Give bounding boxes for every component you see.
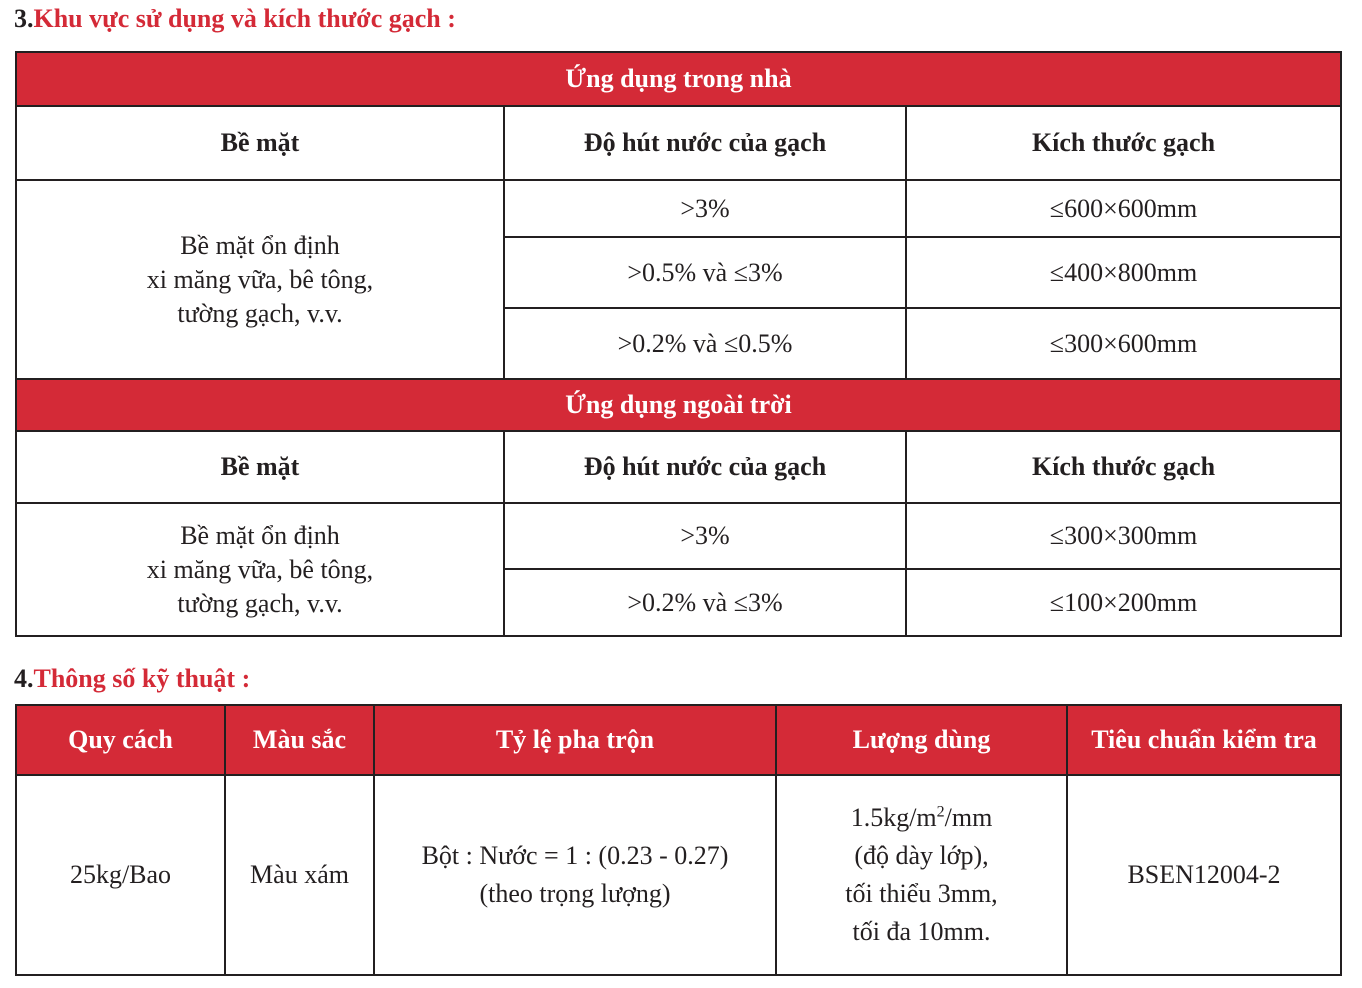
spec-header-color bbox=[226, 706, 373, 774]
spec-usage-cell bbox=[777, 776, 1066, 974]
outdoor-surface-cell bbox=[17, 504, 503, 635]
divider bbox=[905, 107, 907, 378]
header-label: Độ hút nước của gạch bbox=[583, 452, 827, 481]
divider bbox=[224, 706, 226, 974]
indoor-title-bar bbox=[17, 53, 1340, 105]
table-row-absorption: >3% bbox=[680, 521, 730, 550]
usage-line: tối đa 10mm. bbox=[852, 917, 991, 946]
section-3-heading bbox=[14, 6, 456, 32]
table-row-absorption: >0.5% và ≤3% bbox=[627, 257, 783, 287]
header-label: Lượng dùng bbox=[852, 725, 991, 754]
indoor-header-size bbox=[907, 107, 1340, 179]
table-row-size: ≤300×300mm bbox=[1049, 521, 1198, 550]
indoor-header-surface bbox=[17, 107, 503, 179]
outdoor-header-surface bbox=[17, 432, 503, 502]
section-3-title: Khu vực sử dụng và kích thước gạch : bbox=[33, 4, 456, 33]
table-row-size: ≤400×800mm bbox=[1049, 257, 1198, 287]
usage-line: (độ dày lớp), bbox=[854, 841, 989, 870]
surface-line: Bề mặt ổn định bbox=[180, 230, 340, 260]
outdoor-header-absorption bbox=[505, 432, 905, 502]
surface-line: tường gạch, v.v. bbox=[177, 298, 343, 328]
header-label: Bề mặt bbox=[220, 128, 300, 157]
spec-header-usage bbox=[777, 706, 1066, 774]
section-4-heading bbox=[14, 666, 250, 692]
header-label: Bề mặt bbox=[220, 452, 300, 481]
indoor-surface-cell bbox=[17, 181, 503, 378]
divider bbox=[503, 107, 505, 378]
spec-ratio-cell bbox=[375, 776, 775, 974]
tile-size-table bbox=[15, 51, 1342, 637]
divider bbox=[775, 706, 777, 974]
section-4-number: 4. bbox=[14, 664, 34, 693]
divider bbox=[905, 432, 907, 635]
usage-line: $1.5kg/m^2/mm$ bbox=[850, 803, 993, 832]
header-label: Kích thước gạch bbox=[1031, 128, 1216, 157]
spec-color-cell: Màu xám bbox=[250, 860, 349, 889]
spec-standard-cell: BSEN12004-2 bbox=[1127, 860, 1281, 889]
indoor-header-absorption bbox=[505, 107, 905, 179]
table-row-absorption: >0.2% và ≤0.5% bbox=[617, 328, 793, 358]
header-label: Tiêu chuẩn kiểm tra bbox=[1091, 725, 1317, 754]
spec-header-packing bbox=[17, 706, 224, 774]
header-label: Độ hút nước của gạch bbox=[583, 128, 827, 157]
surface-line: xi măng vữa, bê tông, bbox=[146, 554, 374, 584]
spec-header-standard bbox=[1068, 706, 1340, 774]
outdoor-header-size bbox=[907, 432, 1340, 502]
header-label: Tỷ lệ pha trộn bbox=[495, 725, 655, 754]
spec-packing-cell: 25kg/Bao bbox=[69, 860, 172, 889]
divider bbox=[373, 706, 375, 974]
table-row-size: ≤300×600mm bbox=[1049, 328, 1198, 358]
section-3-number: 3. bbox=[14, 4, 34, 33]
divider bbox=[503, 432, 505, 635]
table-row-size: ≤100×200mm bbox=[1049, 587, 1198, 617]
outdoor-title-bar bbox=[17, 380, 1340, 430]
header-label: Kích thước gạch bbox=[1031, 452, 1216, 481]
usage-line: tối thiểu 3mm, bbox=[845, 879, 998, 908]
table-row-absorption: >3% bbox=[680, 193, 730, 223]
surface-line: xi măng vữa, bê tông, bbox=[146, 264, 374, 294]
outdoor-title: Ứng dụng ngoài trời bbox=[565, 390, 792, 419]
ratio-line: Bột : Nước = 1 : (0.23 - 0.27) bbox=[421, 841, 729, 870]
ratio-line: (theo trọng lượng) bbox=[479, 879, 671, 908]
spec-table bbox=[15, 704, 1342, 976]
spec-header-ratio bbox=[375, 706, 775, 774]
surface-line: tường gạch, v.v. bbox=[177, 588, 343, 618]
table-row-size: ≤600×600mm bbox=[1049, 193, 1198, 223]
divider bbox=[1066, 706, 1068, 974]
table-row-absorption: >0.2% và ≤3% bbox=[627, 587, 783, 617]
section-4-title: Thông số kỹ thuật : bbox=[33, 664, 251, 693]
surface-line: Bề mặt ổn định bbox=[180, 520, 340, 550]
header-label: Màu sắc bbox=[252, 725, 347, 754]
indoor-title: Ứng dụng trong nhà bbox=[565, 64, 792, 93]
header-label: Quy cách bbox=[68, 725, 173, 754]
